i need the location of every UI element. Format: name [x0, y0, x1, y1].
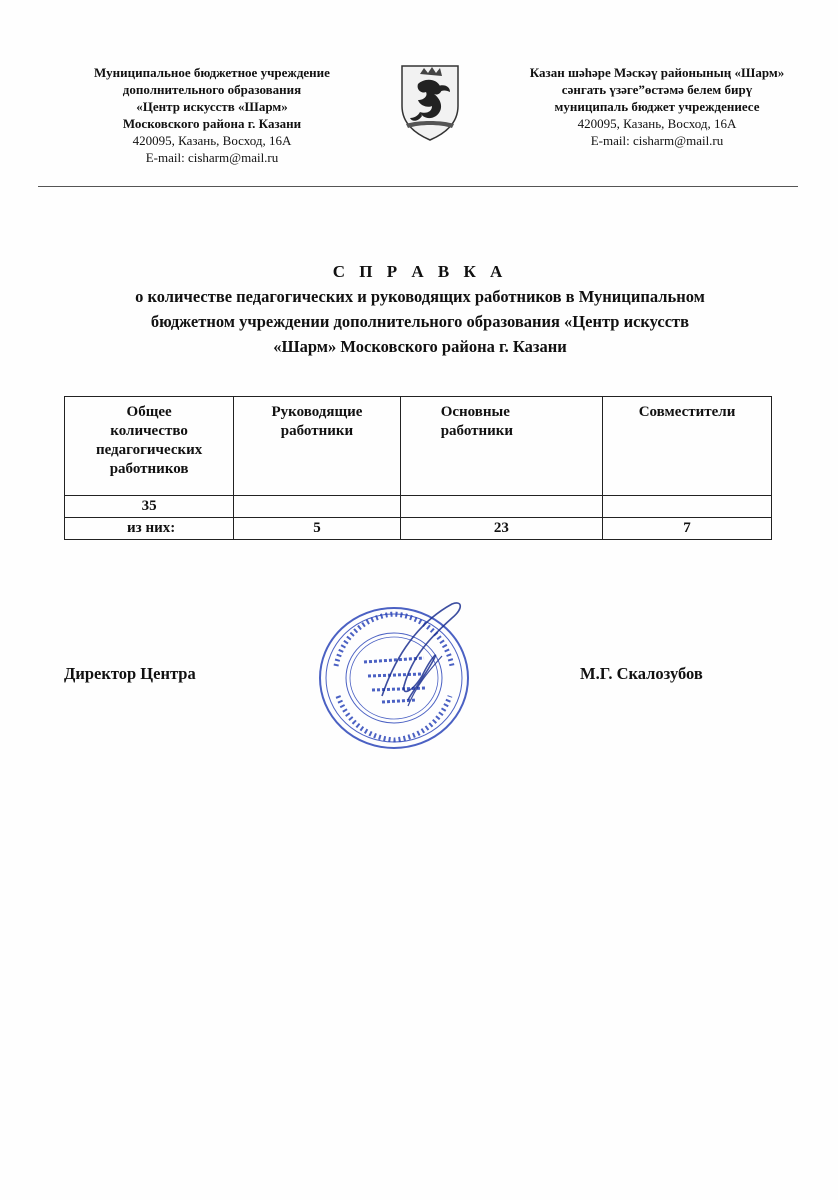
header-managers: [234, 397, 400, 496]
cell-empty: [234, 496, 400, 518]
cell-part-time: 7: [603, 518, 772, 540]
round-seal-stamp-icon: [312, 596, 482, 756]
header-text: Основные: [440, 404, 510, 420]
header-right-line: E-mail: cisharm@mail.ru: [590, 133, 724, 148]
cell-main-staff: 23: [400, 518, 602, 540]
signatory-role: Директор Центра: [64, 664, 196, 683]
header-right-line: 420095, Казань, Восход, 16А: [577, 116, 737, 131]
kazan-emblem-icon: [398, 62, 462, 142]
subtitle-line: бюджетном учреждении дополнительного образования «Центр искусств: [150, 312, 690, 331]
signatory-name: М.Г. Скалозубов: [580, 664, 703, 683]
header-right-block: [490, 64, 824, 149]
header-left-line: Муниципальное бюджетное учреждение: [94, 65, 330, 80]
header-text: работники: [440, 423, 514, 439]
header-left-line: E-mail: cisharm@mail.ru: [145, 150, 279, 165]
header-left-block: [62, 64, 362, 166]
header-left-line: дополнительного образования: [122, 82, 302, 97]
document-subtitle: [40, 284, 800, 359]
header-text: Совместители: [638, 404, 736, 420]
header-left-line: Московского района г. Казани: [122, 116, 302, 131]
header-left-line: 420095, Казань, Восход, 16А: [132, 133, 292, 148]
header-part-time: [603, 397, 772, 496]
subtitle-line: «Шарм» Московского района г. Казани: [273, 337, 567, 356]
cell-managers: 5: [234, 518, 400, 540]
header-right-line: Казан шәһәре Мәскәү районының «Шарм»: [529, 65, 785, 80]
header-right-line: сәнгать үзәге”өстәмә белем бирү: [561, 82, 753, 97]
cell-breakdown-label: из них:: [65, 518, 234, 540]
header-total-staff: [65, 397, 234, 496]
staff-count-table: [64, 396, 772, 540]
subtitle-line: о количестве педагогических и руководящих работников в Муниципальном: [135, 287, 705, 306]
cell-empty: [603, 496, 772, 518]
header-text: Общее: [126, 404, 172, 420]
header-text: работников: [109, 461, 189, 477]
header-text: количество: [110, 423, 188, 439]
header-text: Руководящие: [271, 404, 363, 420]
cell-empty: [400, 496, 602, 518]
document-title: С П Р А В К А: [332, 262, 508, 281]
header-right-line: муниципаль бюджет учреждениесе: [554, 99, 760, 114]
header-divider: [38, 186, 798, 187]
header-text: работники: [280, 423, 354, 439]
cell-total: 35: [65, 496, 234, 518]
header-left-line: «Центр искусств «Шарм»: [136, 99, 288, 114]
table-row-breakdown: [65, 518, 772, 540]
table-row-total: [65, 496, 772, 518]
header-text: педагогических: [95, 442, 203, 458]
table-header-row: [65, 397, 772, 496]
header-main-staff: [400, 397, 602, 496]
